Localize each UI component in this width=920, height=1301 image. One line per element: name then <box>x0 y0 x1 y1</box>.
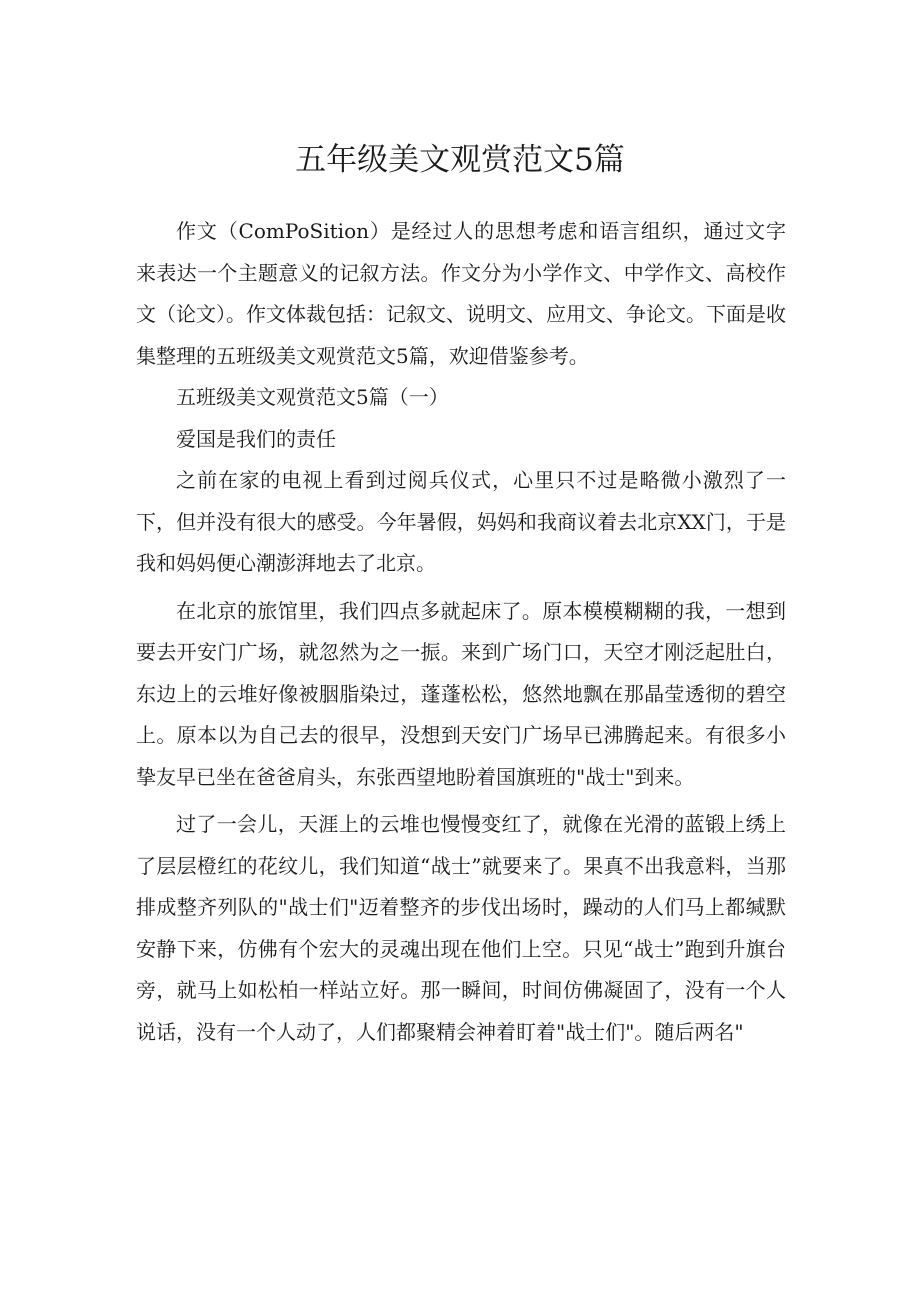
essay-title: 爱国是我们的责任 <box>176 426 336 451</box>
intro-paragraph: 作文（ComPoSition）是经过人的思想考虑和语言组织，通过文字来表达一个主题意义的记叙方法。作文分为小学作文、中学作文、高校作文（论文）。作文体裁包括：记叙文、说明文、应用文、争论文。下面是收集整理的五班级美文观赏范文5篇，欢迎借鉴参考。 <box>136 219 786 368</box>
document-body <box>136 211 786 1053</box>
essay-paragraph: 在北京的旅馆里，我们四点多就起床了。原本模模糊糊的我，一想到要去开安门广场，就忽然为之一振。来到广场门口，天空才刚泛起肚白，东边上的云堆好像被胭脂染过，蓬蓬松松，悠然地飘在那晶莹透彻的碧空上。原本以为自己去的很早，没想到天安门广场早已沸腾起来。有很多小挚友早已坐在爸爸肩头，东张西望地盼着国旗班的"战士"到来。 <box>136 598 786 789</box>
essay-paragraph: 之前在家的电视上看到过阅兵仪式，心里只不过是略微小激烈了一下，但并没有很大的感受。今年暑假，妈妈和我商议着去北京XX门，于是我和妈妈便心潮澎湃地去了北京。 <box>136 468 786 575</box>
section-heading: 五班级美文观赏范文5篇（一） <box>176 385 449 409</box>
essay-paragraph: 过了一会儿，天涯上的云堆也慢慢变红了，就像在光滑的蓝锻上绣上了层层橙红的花纹儿，我们知道“战士”就要来了。果真不出我意料，当那排成整齐列队的"战士们"迈着整齐的步伐出场时，躁动的人们马上都缄默安静下来，仿佛有个宏大的灵魂出现在他们上空。只见“战士”跑到升旗台旁，就马上如松柏一样站立好。那一瞬间，时间仿佛凝固了，没有一个人说话，没有一个人动了，人们都聚精会神着盯着"战士们"。随后两名" <box>136 812 786 1044</box>
document-title: 五年级美文观赏范文5篇 <box>295 142 625 178</box>
